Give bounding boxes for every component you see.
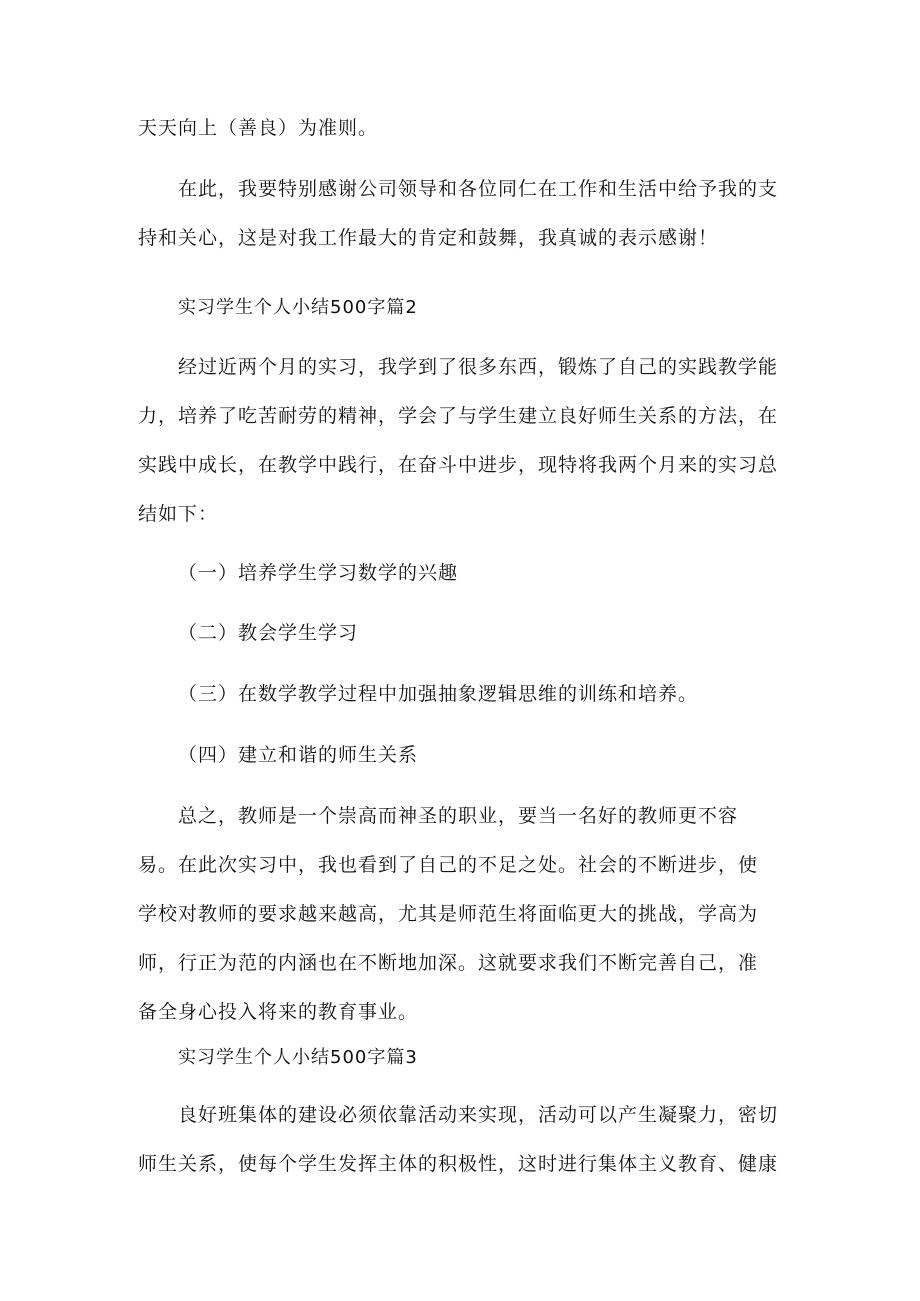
text-line: 实践中成长，在教学中践行，在奋斗中进步，现特将我两个月来的实习总 xyxy=(138,454,779,476)
list-item-2: （二）教会学生学习 xyxy=(178,622,359,644)
paragraph-summary-intro xyxy=(138,343,783,539)
text-line: 持和关心，这是对我工作最大的肯定和鼓舞，我真诚的表示感谢！ xyxy=(138,227,719,249)
list-item-1: （一）培养学生学习数学的兴趣 xyxy=(178,562,459,584)
text-line: 经过近两个月的实习，我学到了很多东西，锻炼了自己的实践教学能 xyxy=(178,356,779,378)
paragraph-class-building xyxy=(138,1091,783,1189)
text-line: 结如下： xyxy=(138,503,219,525)
section-heading-3: 实习学生个人小结500字篇3 xyxy=(178,1047,418,1068)
text-line: 学校对教师的要求越来越高，尤其是师范生将面临更大的挑战，学高为 xyxy=(138,903,759,925)
text-line: 备全身心投入将来的教育事业。 xyxy=(138,1001,419,1023)
text-line: 师生关系，使每个学生发挥主体的积极性，这时进行集体主义教育、健康 xyxy=(138,1153,779,1175)
text-line: 师，行正为范的内涵也在不断地加深。这就要求我们不断完善自己，准 xyxy=(138,952,759,974)
paragraph-intro-end xyxy=(138,104,783,153)
paragraph-thanks xyxy=(138,165,783,263)
list-item-4: （四）建立和谐的师生关系 xyxy=(178,744,419,766)
text-line: 力，培养了吃苦耐劳的精神，学会了与学生建立良好师生关系的方法，在 xyxy=(138,405,779,427)
section-heading-2: 实习学生个人小结500字篇2 xyxy=(178,297,418,318)
text-line: 在此，我要特别感谢公司领导和各位同仁在工作和生活中给予我的支 xyxy=(178,178,779,200)
text-line: 易。在此次实习中，我也看到了自己的不足之处。社会的不断进步，使 xyxy=(138,854,759,876)
text-line: 良好班集体的建设必须依靠活动来实现，活动可以产生凝聚力，密切 xyxy=(178,1104,779,1126)
text-line: 天天向上（善良）为准则。 xyxy=(138,117,379,139)
list-item-3: （三）在数学教学过程中加强抽象逻辑思维的训练和培养。 xyxy=(178,683,699,705)
text-line: 总之，教师是一个崇高而神圣的职业，要当一名好的教师更不容 xyxy=(178,805,739,827)
paragraph-conclusion xyxy=(138,792,783,1037)
